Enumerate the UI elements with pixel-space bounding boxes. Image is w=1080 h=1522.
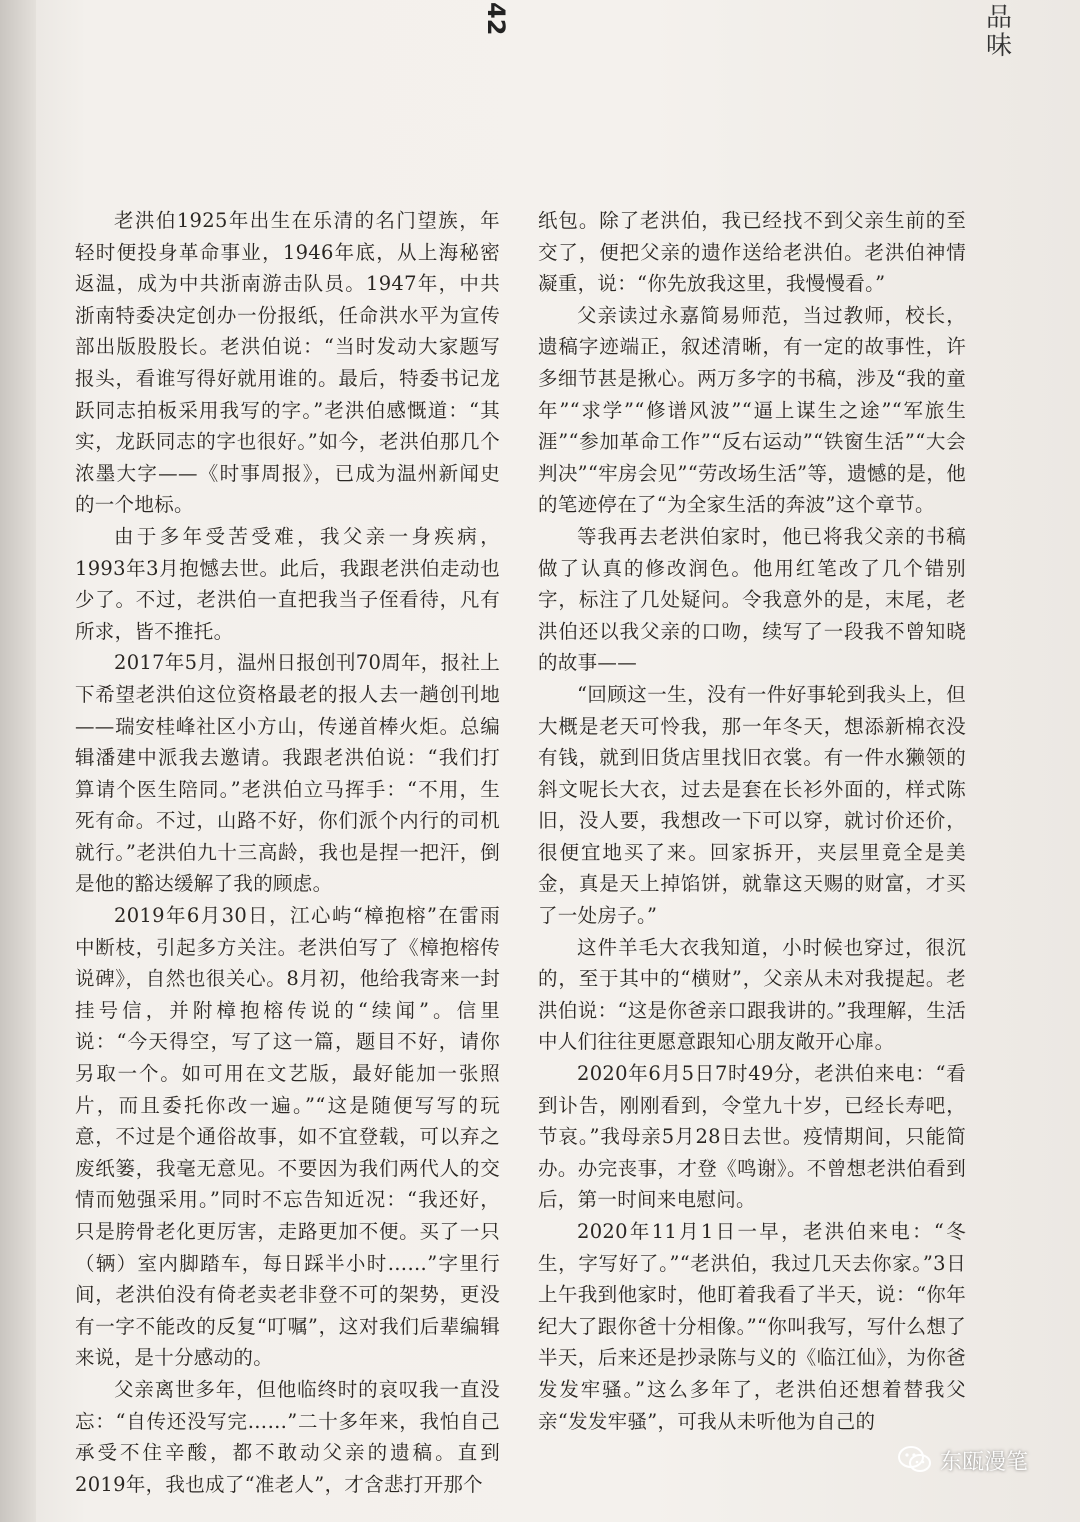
paragraph: 老洪伯1925年出生在乐清的名门望族，年轻时便投身革命事业，1946年底，从上海秘密返温，成为中共浙南游击队员。1947年，中共浙南特委决定创办一份报纸，任命洪水平为宣传部出版股股长。老洪伯说：“当时发动大家题写报头，看谁写得好就用谁的。最后，特委书记龙跃同志拍板采用我写的字。”老洪伯感慨道：“其实，龙跃同志的字也很好。”如今，老洪伯那几个浓墨大字——《时事周报》，已成为温州新闻史的一个地标。 <box>75 209 500 517</box>
paragraph: 2020年11月1日一早，老洪伯来电：“冬生，字写好了。”“老洪伯，我过几天去你家。”3日上午我到他家时，他盯着我看了半天，说：“你年纪大了跟你爸十分相像。”“你叫我写，写什么想了半天，后来还是抄录陈与义的《临江仙》，为你爸发发牢骚。”这么多年了，老洪伯还想着替我父亲“发发牢骚”，可我从未听他为自己的 <box>538 1220 966 1433</box>
section-label: 品味 <box>985 3 1012 61</box>
paragraph: 等我再去老洪伯家时，他已将我父亲的书稿做了认真的修改润色。他用红笔改了几个错别字，标注了几处疑问。令我意外的是，末尾，老洪伯还以我父亲的口吻，续写了一段我不曾知晓的故事—— <box>538 524 966 675</box>
right-column <box>538 205 966 1437</box>
watermark-text: 东瓯漫笔 <box>940 1449 1029 1475</box>
wechat-icon <box>898 1445 932 1475</box>
paragraph-continued: 纸包。除了老洪伯，我已经找不到父亲生前的至交了，便把父亲的遗作送给老洪伯。老洪伯神情凝重，说：“你先放我这里，我慢慢看。” <box>538 209 966 296</box>
paragraph: 2019年6月30日，江心屿“樟抱榕”在雷雨中断枝，引起多方关注。老洪伯写了《樟抱榕传说碑》，自然也很关心。8月初，他给我寄来一封挂号信，并附樟抱榕传说的“续闻”。信里说：“今天得空，写了这一篇，题目不好，请你另取一个。如可用在文艺版，最好能加一张照片，而且委托你改一遍。”“这是随便写写的玩意，不过是个通俗故事，如不宜登载，可以弃之废纸篓，我毫无意见。不要因为我们两代人的交情而勉强采用。”同时不忘告知近况：“我还好，只是胯骨老化更厉害，走路更加不便。买了一只（辆）室内脚踏车，每日踩半小时……”字里行间，老洪伯没有倚老卖老非登不可的架势，更没有一字不能改的反复“叮嘱”，这对我们后辈编辑来说，是十分感动的。 <box>75 904 500 1370</box>
paragraph: 这件羊毛大衣我知道，小时候也穿过，很沉的，至于其中的“横财”，父亲从未对我提起。老洪伯说：“这是你爸亲口跟我讲的。”我理解，生活中人们往往更愿意跟知心朋友敞开心扉。 <box>538 935 966 1054</box>
paragraph: “回顾这一生，没有一件好事轮到我头上，但大概是老天可怜我，那一年冬天，想添新棉衣没有钱，就到旧货店里找旧衣裳。有一件水獭领的斜文呢长大衣，过去是套在长衫外面的，样式陈旧，没人要，我想改一下可以穿，就讨价还价，很便宜地买了来。回家拆开，夹层里竟全是美金，真是天上掉馅饼，就靠这天赐的财富，才买了一处房子。” <box>538 682 966 928</box>
paragraph: 父亲读过永嘉简易师范，当过教师，校长，遗稿字迹端正，叙述清晰，有一定的故事性，许多细节甚是揪心。两万多字的书稿，涉及“我的童年”“求学”“修谱风波”“逼上谋生之途”“军旅生涯”“参加革命工作”“反右运动”“铁窗生活”“大会判决”“牢房会见”“劳改场生活”等，遗憾的是，他的笔迹停在了“为全家生活的奔波”这个章节。 <box>538 303 966 517</box>
paragraph: 2020年6月5日7时49分，老洪伯来电：“看到讣告，刚刚看到，令堂九十岁，已经长寿吧，节哀。”我母亲5月28日去世。疫情期间，只能简办。办完丧事，才登《鸣谢》。不曾想老洪伯看到后，第一时间来电慰问。 <box>538 1062 966 1212</box>
watermark <box>898 1436 1028 1484</box>
paragraph: 父亲离世多年，但他临终时的哀叹我一直没忘：“自传还没写完……”二十多年来，我怕自己承受不住辛酸，都不敢动父亲的遗稿。直到2019年，我也成了“准老人”，才含悲打开那个 <box>75 1377 500 1496</box>
paragraph: 由于多年受苦受难，我父亲一身疾病，1993年3月抱憾去世。此后，我跟老洪伯走动也少了。不过，老洪伯一直把我当子侄看待，凡有所求，皆不推托。 <box>75 524 500 643</box>
page-number: 42 <box>482 2 510 36</box>
book-spine-shadow <box>0 0 36 1522</box>
paragraph: 2017年5月，温州日报创刊70周年，报社上下希望老洪伯这位资格最老的报人去一趟创刊地——瑞安桂峰社区小方山，传递首棒火炬。总编辑潘建中派我去邀请。我跟老洪伯说：“我们打算请个医生陪同。”老洪伯立马挥手：“不用，生死有命。不过，山路不好，你们派个内行的司机就行。”老洪伯九十三高龄，我也是捏一把汗，倒是他的豁达缓解了我的顾虑。 <box>75 651 500 896</box>
left-column <box>75 205 500 1500</box>
